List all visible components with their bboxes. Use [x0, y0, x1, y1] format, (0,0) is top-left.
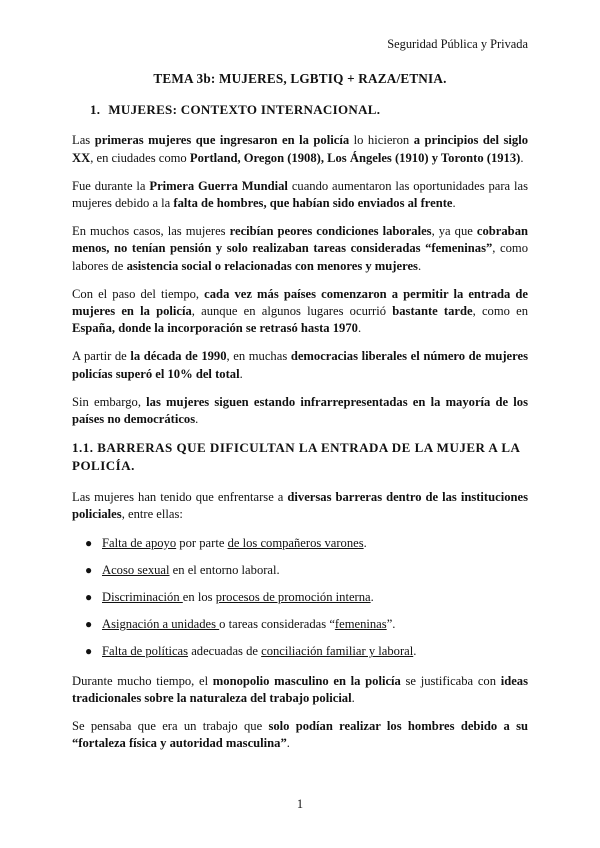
barriers-list [72, 535, 528, 661]
bullet-icon: ● [85, 617, 93, 632]
paragraph-3: En muchos casos, las mujeres recibían peores condiciones laborales, ya que cobraban menos, no tenían pensión y solo realizaban tareas consideradas “femeninas”, como labores de asistencia social o relacionadas con menores y mujeres. [72, 224, 528, 273]
paragraph-6: Sin embargo, las mujeres siguen estando infrarrepresentadas en la mayoría de los países no democráticos. [72, 394, 529, 427]
paragraph-8: Durante mucho tiempo, el monopolio masculino en la policía se justificaba con ideas tradicionales sobre la naturaleza del trabajo policial. [72, 673, 528, 705]
bullet-icon: ● [85, 562, 93, 577]
paragraph-9: Se pensaba que era un trabajo que solo podían realizar los hombres debido a su “fortaleza física y autoridad masculina”. [72, 719, 529, 751]
page-number: 1 [296, 797, 304, 811]
list-item: ● Falta de políticas adecuadas de conciliación familiar y laboral. [72, 643, 528, 660]
paragraph-5: A partir de la década de 1990, en muchas democracias liberales el número de mujeres policías superó el 10% del total. [72, 349, 528, 381]
running-header: Seguridad Pública y Privada [387, 37, 528, 51]
list-item: ● Acoso sexual en el entorno laboral. [72, 562, 528, 579]
paragraph-4: Con el paso del tiempo, cada vez más países comenzaron a permitir la entrada de mujeres en la policía, aunque en algunos lugares ocurrió bastante tarde, como en España, donde la incorporación se retrasó hasta 1970. [72, 286, 529, 336]
list-item: ● Discriminación en los procesos de promoción interna. [72, 589, 528, 606]
document-title: TEMA 3b: MUJERES, LGBTIQ + RAZA/ETNIA. [153, 71, 447, 86]
section-title: MUJERES: CONTEXTO INTERNACIONAL. [108, 102, 381, 118]
section-heading-1-1: 1.1. BARRERAS QUE DIFICULTAN LA ENTRADA DE LA MUJER A LA POLICÍA. [72, 440, 520, 474]
list-item: ● Asignación a unidades o tareas consideradas “femeninas”. [72, 616, 528, 633]
paragraph-7: Las mujeres han tenido que enfrentarse a diversas barreras dentro de las instituciones policiales, entre ellas: [72, 490, 528, 522]
section-number: 1. [90, 102, 101, 118]
bullet-icon: ● [85, 644, 93, 659]
document-body [72, 70, 528, 763]
section-heading-1 [90, 101, 528, 118]
bullet-icon: ● [85, 535, 93, 550]
paragraph-2: Fue durante la Primera Guerra Mundial cuando aumentaron las oportunidades para las mujeres debido a la falta de hombres, que habían sido enviados al frente. [72, 178, 529, 211]
list-item: ● Falta de apoyo por parte de los compañeros varones. [72, 535, 528, 552]
bullet-icon: ● [85, 590, 93, 605]
paragraph-1: Las primeras mujeres que ingresaron en la policía lo hicieron a principios del siglo XX, en ciudades como Portland, Oregon (1908), Los Ángeles (1910) y Toronto (1913). [72, 133, 528, 165]
